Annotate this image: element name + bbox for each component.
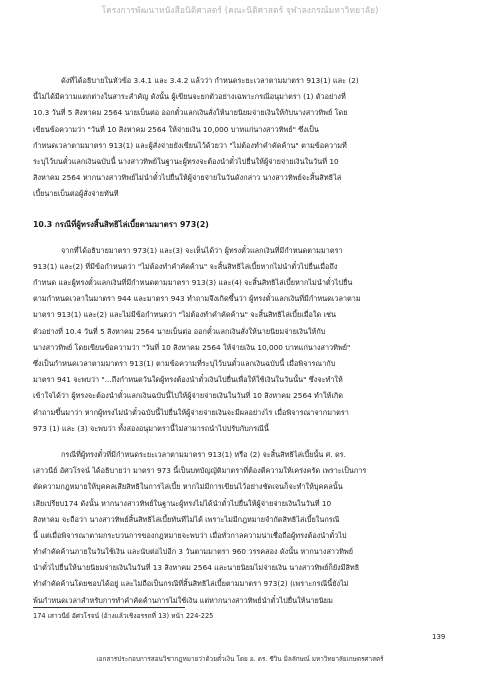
paragraph-2 xyxy=(33,243,451,437)
paragraph-line: ทำคำคัดค้านโดยชอบได้อยู่ และไม่ถือเป็นกรณีที่สิ้นสิทธิไล่เบี้ยตามมาตรา 973(2) (เพราะกรณีนี้ยังไม่ xyxy=(33,579,349,589)
paragraph-line: เบี้ยนายเบ็นต่อผู้สั่งจ่ายทันที xyxy=(33,189,119,199)
paragraph-line: ตัวอย่างที่ 10.4 วันที่ 5 สิงหาคม 2564 นายเบ็นต่อ ออกตั๋วแลกเงินสั่งให้นายนิยมจ่ายเงินให้กับ xyxy=(33,326,326,336)
paragraph-line: เสียเปรียบ174 ดังนั้น หากนางสาวทิพย์ในฐานะผู้ทรงไม่ได้นำตั๋วไปยื่นให้ผู้จ่ายจ่ายเงินในวันที่ 10 xyxy=(33,498,332,508)
paragraph-line: นี้ แต่เมื่อพิจารณาตามกระบวนการของกฎหมายจะพบว่า เมื่อทั่วกาลความน่าเชื่อถือผู้ทรงต้องนำตั๋วไป xyxy=(33,530,347,540)
paragraph-line: ดังที่ได้อธิบายในหัวข้อ 3.4.1 และ 3.4.2 แล้วว่า กำหนดระยะเวลาตามมาตรา 913(1) และ (2) xyxy=(61,76,359,85)
paragraph-line: กรณีที่ผู้ทรงตั๋วที่มีกำหนดระยะเวลาตามมาตรา 913(1) หรือ (2) จะสิ้นสิทธิไล่เบี้ยนั้น ศ. ดร. xyxy=(61,449,346,459)
page-body xyxy=(33,73,451,609)
paragraph-line: ระบุไว้บนตั๋วแลกเงินฉบับนี้ นางสาวทิพย์ในฐานะผู้ทรงจะต้องนำตั๋วไปยื่นให้ผู้จ่ายจ่ายเงินในวันที่ 10 xyxy=(33,156,339,166)
paragraph-3 xyxy=(33,447,451,609)
paragraph-line: ทำคำคัดค้านภายในวันใช้เงิน และนับต่อไปอีก 3 วันตามมาตรา 960 วรรคสอง ดังนั้น หากนางสาวทิพย์ xyxy=(33,547,354,557)
paragraph-line: มาตรา 941 จะพบว่า "...ถึงกำหนดวันใดผู้ทรงต้องนำตั๋วเงินไปยื่นเพื่อให้ใช้เงินในวันนั้น" ซึ่งจะทำให้ xyxy=(33,375,343,385)
paragraph-line: 973 (1) และ (3) จะพบว่า ทั้งสองอนุมาตรานี้ไม่สามารถนำไปปรับกับกรณีนี้ xyxy=(33,423,269,433)
paragraph-line: เสาวนีย์ อัศวโรจน์ ได้อธิบายว่า มาตรา 973 นี้เป็นบทบัญญัติมาตราที่ต้องตีความให้เคร่งครัด เพราะเป็นการ xyxy=(33,466,367,476)
paragraph-line: คำถามขึ้นมาว่า หากผู้ทรงไม่นำตั๋วฉบับนี้ไปยื่นให้ผู้จ่ายจ่ายเงินจะมีผลอย่างไร เมื่อพิจารณาจากมาตรา xyxy=(33,407,349,417)
running-header: โครงการพัฒนาหนังสือนิติศาสตร์ (คณะนิติศาสตร์ จุฬาลงกรณ์มหาวิทยาลัย) xyxy=(101,5,379,15)
paragraph-line: พ้นกำหนดเวลาสำหรับการทำคำคัดค้านการไม่ใช้เงิน แต่หากนางสาวทิพย์นำตั๋วไปยื่นให้นายนิยม xyxy=(33,595,333,605)
paragraph-line: ซึ่งเป็นกำหนดเวลาตามมาตรา 913(1) ตามข้อความที่ระบุไว้บนตั๋วแลกเงินฉบับนี้ เมื่อพิจารณากับ xyxy=(33,359,336,368)
paragraph-line: สิงหาคม 2564 หากนางสาวทิพย์ไม่นำตั๋วไปยื่นให้ผู้จ่ายจ่ายในวันดังกล่าว นางสาวทิพย์จะสิ้นสิทธิไล่ xyxy=(33,173,342,183)
paragraph-line: นางสาวทิพย์ โดยเขียนข้อความว่า "วันที่ 10 สิงหาคม 2564 ให้จ่ายเงิน 10,000 บาทแก่นางสาวทิพย์" xyxy=(33,342,351,352)
paragraph-line: มาตรา 913(1) และ(2) และไม่มีข้อกำหนดว่า "ไม่ต้องทำคำคัดค้าน" จะสิ้นสิทธิไล่เบี้ยเมื่อใด เช่น xyxy=(33,310,336,320)
paragraph-line: 10.3 วันที่ 5 สิงหาคม 2564 นายเบ็นต่อ ออกตั๋วแลกเงินสั่งให้นายนิยมจ่ายเงินให้กับนางสาวทิพย์ โดย xyxy=(33,108,348,118)
running-footer: เอกสารประกอบการสอนวิชากฎหมายว่าด้วยตั๋วเงิน โดย อ. ดร. ชีวิน มิลลักษณ์ มหาวิทยาลัยเกษตรศาสตร์ xyxy=(96,655,384,663)
footnote: 174 เสาวนีย์ อัศวโรจน์ (อ้างแล้วเชิงอรรถที่ 13) หน้า 224-225 xyxy=(33,612,214,620)
paragraph-line: นำตั๋วไปยื่นให้นายนิยมจ่ายเงินในวันที่ 13 สิงหาคม 2564 และนายนิยมไม่จ่ายเงิน นางสาวทิพย์ก็ยังมีสิทธิ xyxy=(33,563,360,573)
section-heading: 10.3 กรณีที่ผู้ทรงสิ้นสิทธิไล่เบี้ยตามมาตรา 973(2) xyxy=(33,219,209,229)
paragraph-line: ตามกำหนดเวลาในมาตรา 944 และมาตรา 943 ทำถามจึงเกิดขึ้นว่า ผู้ทรงตั๋วแลกเงินที่มีกำหนดเวลาตาม xyxy=(33,294,361,304)
page-number: 139 xyxy=(432,633,446,641)
paragraph-line: เข้าใจได้ว่า ผู้ทรงจะต้องนำตั๋วแลกเงินฉบับนี้ไปให้ผู้จ่ายจ่ายเงินในวันที่ 10 สิงหาคม 2564 ทำให้เกิด xyxy=(33,391,343,401)
paragraph-line: 913(1) และ(2) ที่มีข้อกำหนดว่า "ไม่ต้องทำคำคัดค้าน" จะสิ้นสิทธิไล่เบี้ยหากไม่นำตั๋วไปยื่นเมื่อถึง xyxy=(33,261,338,271)
paragraph-line: นี้ไม่ได้มีความแตกต่างในสาระสำคัญ ดังนั้น ผู้เขียนจะยกตัวอย่างเฉพาะกรณีอนุมาตรา (1) ตัวอย่างที่ xyxy=(33,92,346,102)
paragraph-line: กำหนด และผู้ทรงตั๋วแลกเงินที่มีกำหนดตามมาตรา 913(3) และ(4) จะสิ้นสิทธิไล่เบี้ยหากไม่นำตั๋วไปยื่น xyxy=(33,278,353,288)
paragraph-line: ตัดความกฎหมายให้บุคคลเสียสิทธิในการไล่เบี้ย หากไม่มีการเขียนไว้อย่างชัดเจนก็จะทำให้บุคคลนั้น xyxy=(33,482,343,492)
footnote-divider xyxy=(33,607,185,608)
paragraph-line: สิงหาคม จะถือว่า นางสาวทิพย์สิ้นสิทธิไล่เบี้ยทันทีไม่ได้ เพราะไม่มีกฎหมายจำกัดสิทธิไล่เบี้ยในกรณี xyxy=(33,514,340,524)
paragraph-1 xyxy=(33,73,451,203)
paragraph-line: กำหนดเวลาตามมาตรา 913(1) และผู้สั่งจ่ายยังเขียนไว้ด้วยว่า "ไม่ต้องทำคำคัดค้าน" ตามข้อความที่ xyxy=(33,140,347,150)
paragraph-line: จากที่ได้อธิบายมาตรา 973(1) และ(3) จะเห็นได้ว่า ผู้ทรงตั๋วแลกเงินที่มีกำหนดตามมาตรา xyxy=(61,245,343,255)
paragraph-line: เขียนข้อความว่า "วันที่ 10 สิงหาคม 2564 ให้จ่ายเงิน 10,000 บาทแก่นางสาวทิพย์" ซึ่งเป็น xyxy=(33,124,319,134)
